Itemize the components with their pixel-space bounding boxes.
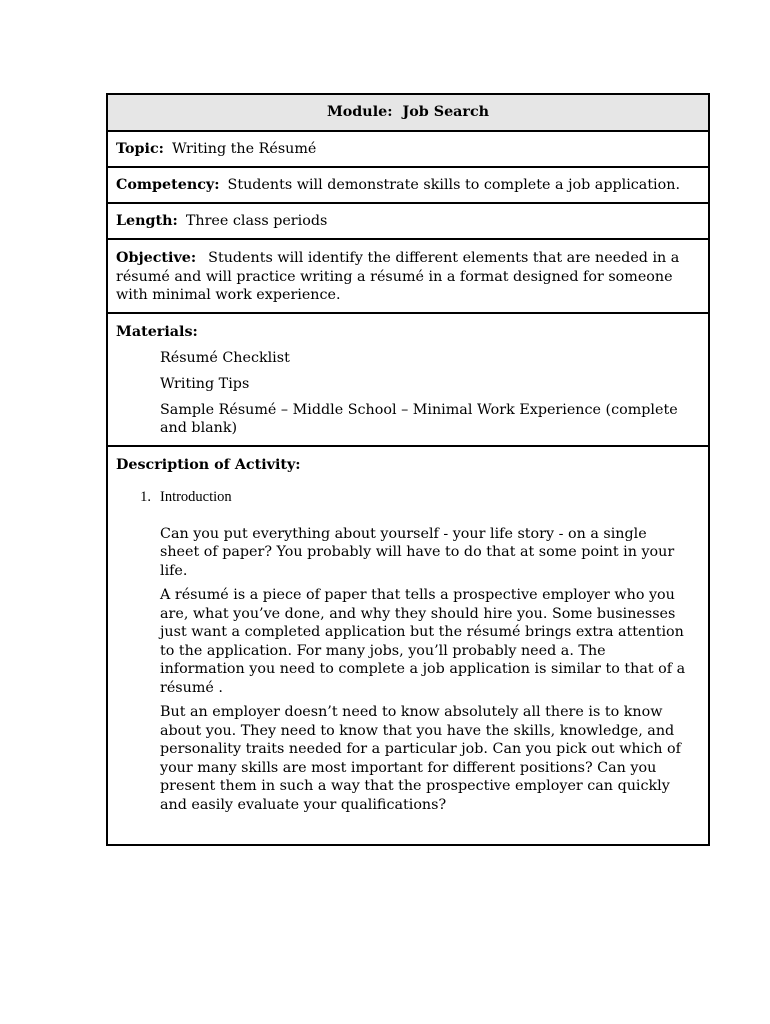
- description-paragraph: A résumé is a piece of paper that tells a prospective employer who you are, what you’ve done, and why they should hire you. Some businesses just want a completed application but the résumé brings extra attention to the application. For many jobs, you’ll probably need a. The information you need to complete a job application is similar to that of a résumé .: [160, 587, 686, 696]
- competency-value: Students will demonstrate skills to complete a job application.: [227, 176, 680, 193]
- description-paragraph: Can you put everything about yourself - your life story - on a single sheet of paper? You probably will have to do that at some point in your life.: [160, 525, 675, 579]
- description-row: [108, 447, 708, 845]
- description-label: Description of Activity:: [116, 456, 301, 473]
- materials-item: Sample Résumé – Middle School – Minimal Work Experience (complete and blank): [160, 401, 678, 436]
- step-number: 1.: [140, 489, 151, 505]
- materials-item: Writing Tips: [160, 375, 250, 392]
- materials-row: [108, 314, 708, 447]
- objective-row: [108, 240, 708, 314]
- materials-label: Materials:: [116, 323, 198, 340]
- module-header: [108, 95, 708, 132]
- competency-row: [108, 168, 708, 204]
- topic-label: Topic:: [116, 140, 164, 157]
- length-value: Three class periods: [185, 212, 328, 229]
- competency-label: Competency:: [116, 176, 220, 193]
- length-label: Length:: [116, 212, 178, 229]
- materials-item: Résumé Checklist: [160, 349, 290, 366]
- objective-label: Objective:: [116, 250, 197, 266]
- module-label: Module:: [326, 104, 393, 121]
- step-title: Introduction: [160, 489, 232, 505]
- topic-row: [108, 132, 708, 168]
- length-row: [108, 204, 708, 240]
- step-item: [116, 488, 700, 507]
- materials-list: [116, 349, 700, 438]
- description-paragraph: But an employer doesn’t need to know absolutely all there is to know about you. They need to know that you have the skills, knowledge, and personality traits needed for a particular job. Can you pick out which of your many skills are most important for different positions? Can you present them in such a way that the prospective employer can quickly and easily evaluate your qualifications?: [160, 704, 681, 813]
- module-value: Job Search: [402, 104, 490, 121]
- objective-value: Students will identify the different elements that are needed in a résumé and will practice writing a résumé in a format designed for someone with minimal work experience.: [116, 250, 680, 303]
- lesson-plan-table: [106, 93, 710, 846]
- topic-value: Writing the Résumé: [171, 140, 317, 157]
